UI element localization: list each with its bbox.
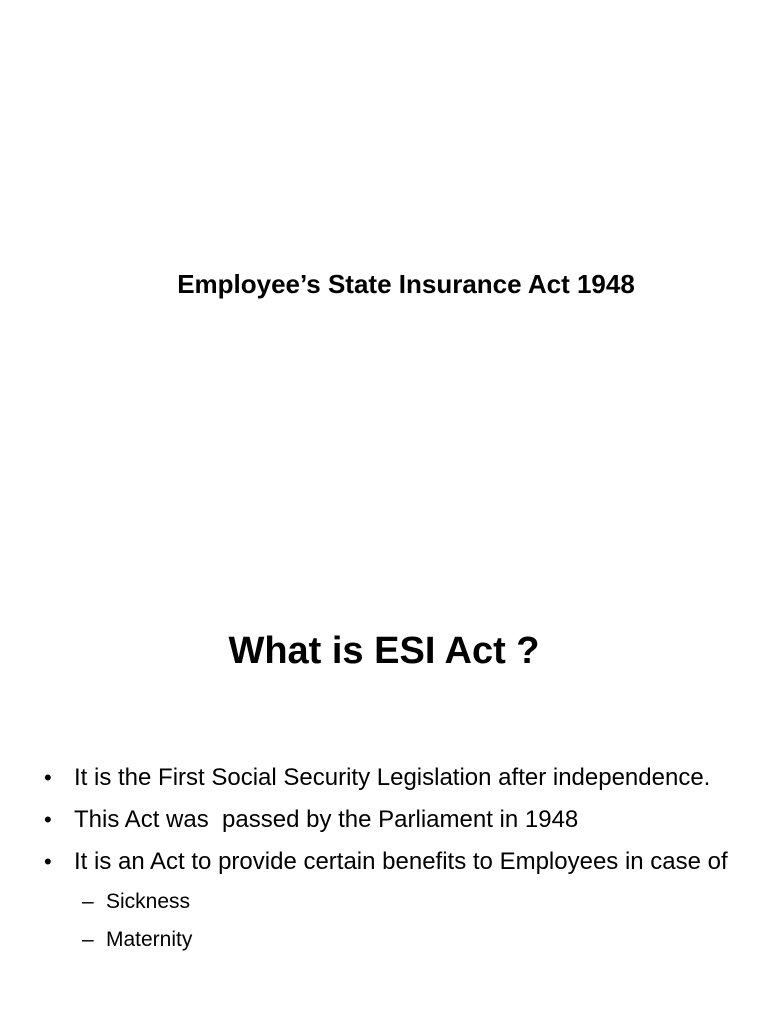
bullet-item: [44, 759, 734, 796]
sub-bullet-list: [74, 883, 734, 959]
sub-bullet-text: Maternity: [106, 928, 193, 951]
bullet-text: This Act was passed by the Parliament in 1948: [74, 806, 579, 833]
dash-icon: –: [82, 890, 94, 913]
sub-bullet-item: [74, 921, 734, 959]
bullet-item: [44, 801, 734, 838]
sub-bullet-text: Sickness: [106, 890, 191, 913]
sub-bullet-item: [74, 883, 734, 921]
bullet-text: It is the First Social Security Legislation after independence.: [74, 764, 711, 791]
slide-title: Employee’s State Insurance Act 1948: [177, 269, 635, 299]
slide-heading: What is ESI Act ?: [228, 630, 540, 672]
bullet-icon: •: [44, 765, 52, 790]
bullet-icon: •: [44, 807, 52, 832]
bullet-item: [44, 843, 734, 959]
bullet-icon: •: [44, 849, 52, 874]
content-slide: [0, 576, 768, 1024]
bullet-list: [44, 759, 734, 964]
bullet-text: It is an Act to provide certain benefits to Employees in case of: [74, 848, 728, 875]
dash-icon: –: [82, 928, 94, 951]
